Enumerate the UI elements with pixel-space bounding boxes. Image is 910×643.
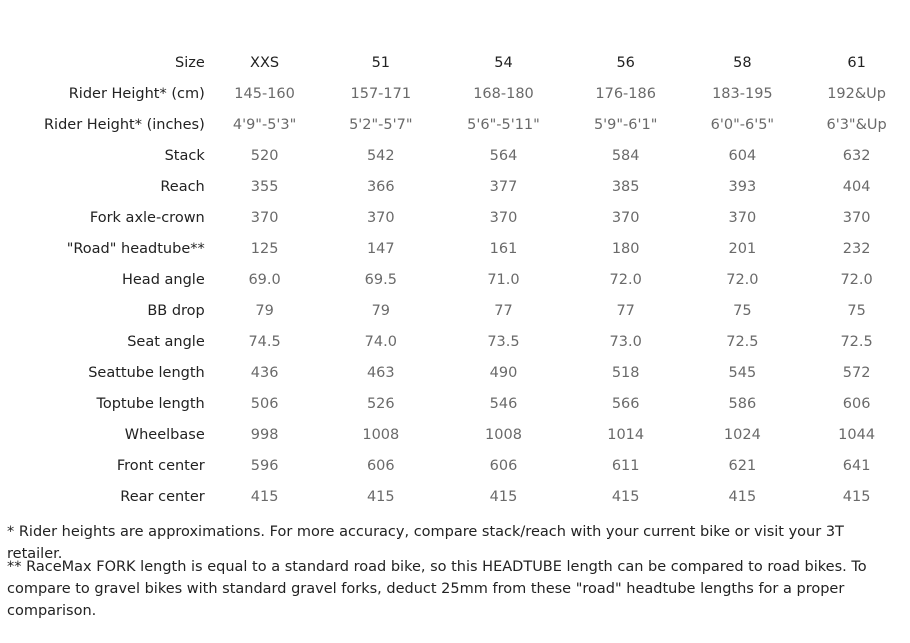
row-value: 71.0 — [487, 271, 520, 288]
row-label: "Road" headtube** — [66, 240, 205, 257]
row-value: 370 — [250, 209, 279, 226]
row-value: 73.5 — [487, 333, 520, 350]
geometry-row — [0, 419, 910, 450]
row-value: 415 — [250, 488, 279, 505]
row-value: 74.5 — [248, 333, 281, 350]
row-value: 404 — [842, 178, 871, 195]
row-value: 632 — [842, 147, 871, 164]
geometry-row — [0, 171, 910, 202]
row-value: 161 — [489, 240, 518, 257]
row-value: 366 — [366, 178, 395, 195]
row-value: 606 — [366, 457, 395, 474]
row-value: 641 — [842, 457, 871, 474]
row-value: 385 — [611, 178, 640, 195]
geometry-row — [0, 109, 910, 140]
row-value: 125 — [250, 240, 279, 257]
geometry-row — [0, 388, 910, 419]
row-value: 1044 — [838, 426, 876, 443]
geometry-row — [0, 450, 910, 481]
row-value: 79 — [371, 302, 391, 319]
row-value: 147 — [366, 240, 395, 257]
row-value: 77 — [494, 302, 513, 319]
row-value: 520 — [250, 147, 279, 164]
row-label: Fork axle-crown — [89, 209, 205, 226]
row-value: 393 — [728, 178, 757, 195]
row-value: 6'3"&Up — [826, 116, 887, 133]
row-value: 5'9"-6'1" — [593, 116, 658, 133]
geometry-row — [0, 202, 910, 233]
row-value: 168-180 — [473, 85, 534, 102]
size-header: XXS — [250, 54, 280, 71]
row-value: 180 — [611, 240, 640, 257]
row-value: 73.0 — [609, 333, 642, 350]
row-value: 370 — [842, 209, 871, 226]
row-value: 79 — [255, 302, 274, 319]
row-value: 5'6"-5'11" — [467, 116, 540, 133]
row-value: 355 — [250, 178, 279, 195]
row-value: 72.5 — [726, 333, 759, 350]
row-value: 1008 — [362, 426, 400, 443]
row-value: 74.0 — [364, 333, 397, 350]
geometry-row — [0, 481, 910, 512]
row-value: 377 — [489, 178, 518, 195]
size-header: 54 — [494, 54, 513, 71]
row-value: 621 — [728, 457, 757, 474]
size-header-label: Size — [174, 54, 205, 71]
row-value: 1008 — [485, 426, 522, 443]
row-value: 606 — [842, 395, 871, 412]
row-label: Stack — [164, 147, 205, 164]
size-header: 58 — [733, 54, 752, 71]
geometry-row — [0, 140, 910, 171]
row-value: 370 — [728, 209, 757, 226]
geometry-row — [0, 357, 910, 388]
row-value: 370 — [366, 209, 395, 226]
row-label: Rider Height* (cm) — [68, 85, 205, 102]
row-value: 69.5 — [364, 271, 397, 288]
row-value: 415 — [489, 488, 518, 505]
row-value: 566 — [611, 395, 640, 412]
geometry-row — [0, 326, 910, 357]
row-value: 183-195 — [712, 85, 773, 102]
row-value: 572 — [842, 364, 871, 381]
row-value: 606 — [489, 457, 518, 474]
row-value: 564 — [489, 147, 518, 164]
size-header: 56 — [616, 54, 635, 71]
row-label: Toptube length — [96, 395, 205, 412]
row-value: 145-160 — [234, 85, 295, 102]
geometry-row — [0, 264, 910, 295]
row-value: 72.0 — [609, 271, 642, 288]
row-label: Rider Height* (inches) — [43, 116, 205, 133]
row-value: 69.0 — [248, 271, 281, 288]
row-label: Wheelbase — [124, 426, 205, 443]
row-value: 72.5 — [840, 333, 873, 350]
row-label: Front center — [116, 457, 205, 474]
geometry-row — [0, 78, 910, 109]
geometry-row — [0, 295, 910, 326]
row-value: 415 — [611, 488, 640, 505]
row-value: 1014 — [607, 426, 645, 443]
size-header: 51 — [371, 54, 391, 71]
row-value: 604 — [728, 147, 757, 164]
row-label: BB drop — [147, 302, 205, 319]
row-value: 1024 — [723, 426, 761, 443]
row-value: 611 — [611, 457, 640, 474]
row-value: 542 — [366, 147, 395, 164]
row-value: 232 — [842, 240, 871, 257]
row-value: 201 — [728, 240, 757, 257]
geometry-table — [0, 47, 910, 512]
geometry-table-body — [0, 47, 910, 512]
row-value: 75 — [847, 302, 866, 319]
row-value: 518 — [611, 364, 640, 381]
row-value: 506 — [250, 395, 279, 412]
footnote-headtube: ** RaceMax FORK length is equal to a standard road bike, so this HEADTUBE length can be compared to road bikes. To compare to gravel bikes with standard gravel forks, deduct 25mm from these "road" headtube lengths for a proper comparison. — [7, 559, 867, 619]
row-label: Seattube length — [88, 364, 205, 381]
row-value: 6'0"-6'5" — [710, 116, 775, 133]
row-value: 596 — [250, 457, 279, 474]
row-value: 545 — [728, 364, 757, 381]
row-value: 157-171 — [350, 85, 412, 102]
size-header: 61 — [847, 54, 866, 71]
row-value: 415 — [842, 488, 871, 505]
row-value: 415 — [728, 488, 757, 505]
row-value: 526 — [366, 395, 395, 412]
row-value: 584 — [611, 147, 640, 164]
row-value: 77 — [616, 302, 635, 319]
row-value: 370 — [611, 209, 640, 226]
row-value: 998 — [250, 426, 279, 443]
row-value: 192&Up — [827, 85, 886, 102]
row-label: Rear center — [120, 488, 205, 505]
row-label: Head angle — [121, 271, 205, 288]
row-value: 546 — [489, 395, 518, 412]
row-value: 415 — [366, 488, 395, 505]
row-value: 490 — [489, 364, 518, 381]
row-label: Seat angle — [127, 333, 205, 350]
row-value: 72.0 — [726, 271, 759, 288]
size-header-row — [0, 47, 910, 78]
row-value: 436 — [250, 364, 279, 381]
row-label: Reach — [160, 178, 205, 195]
row-value: 75 — [733, 302, 752, 319]
row-value: 5'2"-5'7" — [349, 116, 413, 133]
row-value: 72.0 — [840, 271, 873, 288]
row-value: 586 — [728, 395, 757, 412]
footnote-rider-heights: * Rider heights are approximations. For more accuracy, compare stack/reach with your current bike or visit your 3T retailer. — [7, 524, 844, 562]
row-value: 4'9"-5'3" — [232, 116, 297, 133]
row-value: 176-186 — [595, 85, 656, 102]
row-value: 370 — [489, 209, 518, 226]
geometry-row — [0, 233, 910, 264]
row-value: 463 — [366, 364, 395, 381]
